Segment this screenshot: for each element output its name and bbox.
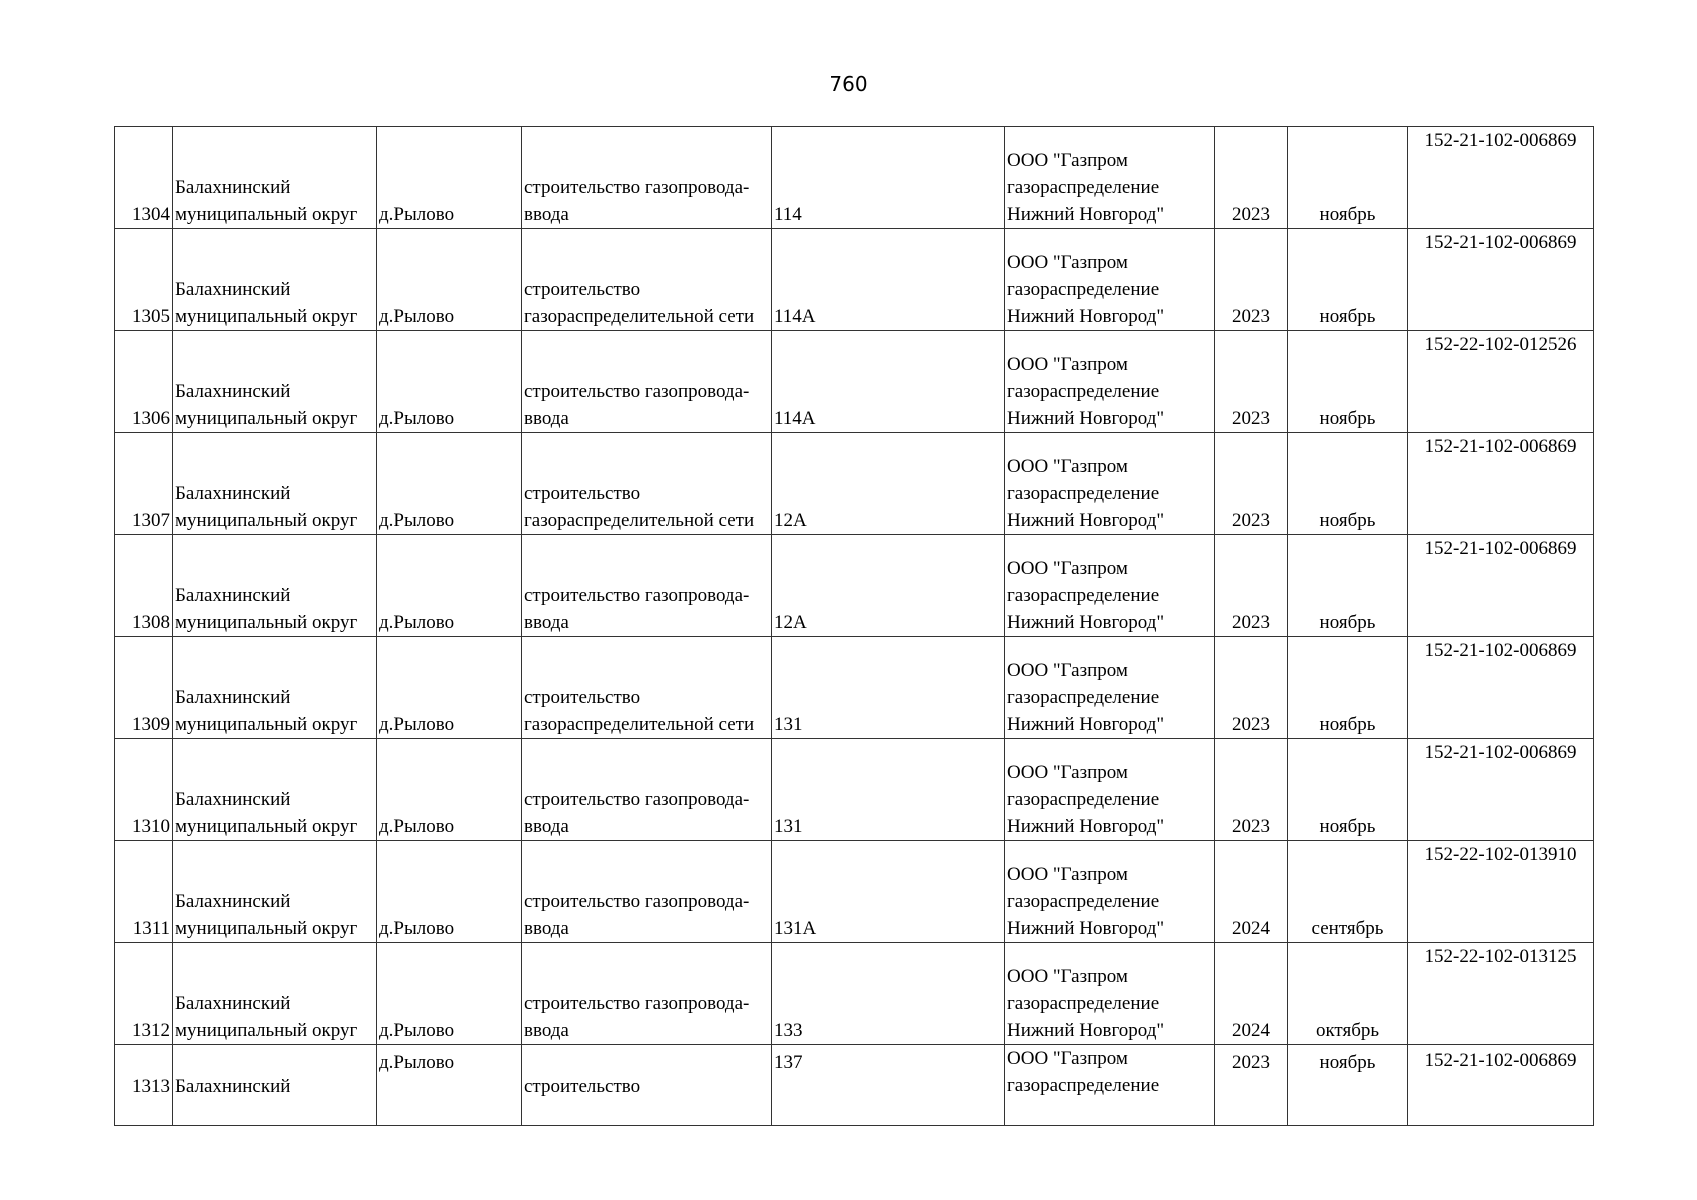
- locality-cell-text: д.Рылово: [379, 918, 455, 939]
- row-number-cell-text: 1304: [132, 204, 170, 225]
- house-number-cell: [772, 841, 1005, 943]
- code-cell: [1408, 637, 1594, 739]
- year-cell: [1215, 331, 1288, 433]
- work-type-cell-text: строительство газопровода-: [524, 177, 750, 198]
- house-number-cell: [772, 637, 1005, 739]
- month-cell-text: октябрь: [1315, 1020, 1380, 1041]
- locality-cell: [377, 229, 522, 331]
- organization-cell: [1005, 841, 1215, 943]
- year-cell-text: 2023: [1232, 714, 1270, 735]
- organization-cell-text: Нижний Новгород": [1007, 714, 1165, 735]
- district-cell-text: муниципальный округ: [175, 204, 358, 225]
- organization-cell: [1005, 331, 1215, 433]
- month-cell: [1288, 331, 1408, 433]
- district-cell-text: Балахнинский: [175, 1076, 291, 1097]
- organization-cell-text: ООО "Газпром: [1007, 762, 1128, 783]
- house-number-cell: [772, 331, 1005, 433]
- organization-cell: [1005, 433, 1215, 535]
- work-type-cell: [522, 229, 772, 331]
- district-cell-text: Балахнинский: [175, 789, 291, 810]
- month-cell-text: ноябрь: [1319, 816, 1376, 837]
- code-cell-text: 152-21-102-006869: [1424, 1050, 1577, 1071]
- year-cell-text: 2023: [1232, 612, 1270, 633]
- house-number-cell-text: 131А: [774, 918, 817, 939]
- code-cell: [1408, 229, 1594, 331]
- organization-cell-text: газораспределение: [1007, 993, 1160, 1014]
- organization-cell-text: ООО "Газпром: [1007, 558, 1128, 579]
- organization-cell-text: ООО "Газпром: [1007, 660, 1128, 681]
- month-cell: [1288, 535, 1408, 637]
- work-type-cell-text: строительство газопровода-: [524, 993, 750, 1014]
- district-cell-text: Балахнинский: [175, 687, 291, 708]
- code-cell: [1408, 331, 1594, 433]
- code-cell-text: 152-22-102-012526: [1424, 334, 1577, 355]
- year-cell-text: 2023: [1232, 306, 1270, 327]
- work-type-cell: [522, 739, 772, 841]
- work-type-cell-text: ввода: [524, 408, 569, 429]
- month-cell-text: ноябрь: [1319, 612, 1376, 633]
- work-type-cell: [522, 637, 772, 739]
- table-row: [115, 331, 1594, 433]
- organization-cell-text: газораспределение: [1007, 687, 1160, 708]
- month-cell: [1288, 841, 1408, 943]
- row-number-cell-text: 1310: [132, 816, 170, 837]
- row-number-cell: [115, 841, 173, 943]
- house-number-cell-text: 133: [774, 1020, 803, 1041]
- district-cell-text: муниципальный округ: [175, 510, 358, 531]
- code-cell-text: 152-21-102-006869: [1424, 538, 1577, 559]
- house-number-cell: [772, 739, 1005, 841]
- district-cell: [173, 1045, 377, 1126]
- organization-cell-text: Нижний Новгород": [1007, 510, 1165, 531]
- table-row: [115, 841, 1594, 943]
- code-cell: [1408, 433, 1594, 535]
- locality-cell: [377, 943, 522, 1045]
- row-number-cell-text: 1313: [132, 1076, 170, 1097]
- locality-cell: [377, 637, 522, 739]
- table-body: [115, 127, 1594, 1126]
- row-number-cell: [115, 433, 173, 535]
- work-type-cell: [522, 535, 772, 637]
- registry-table: [114, 126, 1594, 1126]
- house-number-cell-text: 114А: [774, 408, 816, 429]
- month-cell-text: ноябрь: [1319, 1052, 1376, 1073]
- district-cell-text: Балахнинский: [175, 381, 291, 402]
- district-cell: [173, 229, 377, 331]
- locality-cell-text: д.Рылово: [379, 1052, 455, 1073]
- row-number-cell-text: 1311: [132, 918, 170, 939]
- table-row: [115, 127, 1594, 229]
- work-type-cell-text: строительство газопровода-: [524, 585, 750, 606]
- row-number-cell-text: 1309: [132, 714, 170, 735]
- district-cell: [173, 739, 377, 841]
- organization-cell-text: газораспределение: [1007, 1075, 1160, 1096]
- table-row: [115, 943, 1594, 1045]
- year-cell-text: 2023: [1232, 408, 1270, 429]
- district-cell-text: Балахнинский: [175, 279, 291, 300]
- month-cell: [1288, 943, 1408, 1045]
- table-row: [115, 739, 1594, 841]
- organization-cell-text: ООО "Газпром: [1007, 456, 1128, 477]
- month-cell-text: ноябрь: [1319, 204, 1376, 225]
- work-type-cell-text: строительство газопровода-: [524, 891, 750, 912]
- district-cell: [173, 535, 377, 637]
- month-cell-text: ноябрь: [1319, 510, 1376, 531]
- month-cell: [1288, 1045, 1408, 1126]
- row-number-cell: [115, 739, 173, 841]
- year-cell-text: 2024: [1232, 1020, 1270, 1041]
- house-number-cell: [772, 229, 1005, 331]
- locality-cell-text: д.Рылово: [379, 612, 455, 633]
- code-cell-text: 152-21-102-006869: [1424, 130, 1577, 151]
- work-type-cell: [522, 127, 772, 229]
- code-cell: [1408, 841, 1594, 943]
- year-cell: [1215, 433, 1288, 535]
- code-cell-text: 152-21-102-006869: [1424, 742, 1577, 763]
- organization-cell-text: ООО "Газпром: [1007, 1048, 1128, 1069]
- district-cell-text: муниципальный округ: [175, 714, 358, 735]
- row-number-cell: [115, 331, 173, 433]
- district-cell: [173, 637, 377, 739]
- work-type-cell-text: строительство: [524, 279, 641, 300]
- year-cell: [1215, 739, 1288, 841]
- year-cell: [1215, 535, 1288, 637]
- organization-cell: [1005, 535, 1215, 637]
- code-cell-text: 152-21-102-006869: [1424, 232, 1577, 253]
- month-cell-text: ноябрь: [1319, 408, 1376, 429]
- row-number-cell: [115, 535, 173, 637]
- row-number-cell-text: 1307: [132, 510, 170, 531]
- locality-cell: [377, 433, 522, 535]
- district-cell-text: Балахнинский: [175, 891, 291, 912]
- work-type-cell: [522, 331, 772, 433]
- locality-cell-text: д.Рылово: [379, 816, 455, 837]
- table-row: [115, 1045, 1594, 1126]
- month-cell-text: ноябрь: [1319, 306, 1376, 327]
- work-type-cell: [522, 1045, 772, 1126]
- organization-cell-text: ООО "Газпром: [1007, 354, 1128, 375]
- year-cell-text: 2023: [1232, 1052, 1270, 1073]
- organization-cell: [1005, 127, 1215, 229]
- year-cell: [1215, 943, 1288, 1045]
- row-number-cell-text: 1308: [132, 612, 170, 633]
- code-cell: [1408, 943, 1594, 1045]
- district-cell-text: Балахнинский: [175, 585, 291, 606]
- month-cell: [1288, 739, 1408, 841]
- year-cell-text: 2023: [1232, 510, 1270, 531]
- organization-cell-text: Нижний Новгород": [1007, 408, 1165, 429]
- year-cell: [1215, 127, 1288, 229]
- row-number-cell: [115, 1045, 173, 1126]
- district-cell-text: муниципальный округ: [175, 306, 358, 327]
- row-number-cell: [115, 229, 173, 331]
- organization-cell-text: Нижний Новгород": [1007, 204, 1165, 225]
- house-number-cell-text: 137: [774, 1052, 803, 1073]
- work-type-cell-text: ввода: [524, 612, 569, 633]
- month-cell: [1288, 433, 1408, 535]
- organization-cell-text: газораспределение: [1007, 381, 1160, 402]
- district-cell: [173, 331, 377, 433]
- organization-cell-text: газораспределение: [1007, 891, 1160, 912]
- work-type-cell-text: строительство газопровода-: [524, 789, 750, 810]
- house-number-cell: [772, 535, 1005, 637]
- work-type-cell-text: газораспределительной сети: [524, 306, 755, 327]
- month-cell-text: сентябрь: [1311, 918, 1384, 939]
- code-cell: [1408, 127, 1594, 229]
- code-cell-text: 152-22-102-013910: [1424, 844, 1577, 865]
- house-number-cell-text: 12А: [774, 510, 807, 531]
- district-cell-text: Балахнинский: [175, 483, 291, 504]
- organization-cell: [1005, 943, 1215, 1045]
- code-cell-text: 152-21-102-006869: [1424, 640, 1577, 661]
- organization-cell-text: Нижний Новгород": [1007, 306, 1165, 327]
- month-cell: [1288, 637, 1408, 739]
- code-cell-text: 152-21-102-006869: [1424, 436, 1577, 457]
- organization-cell-text: ООО "Газпром: [1007, 966, 1128, 987]
- organization-cell-text: ООО "Газпром: [1007, 864, 1128, 885]
- organization-cell-text: Нижний Новгород": [1007, 612, 1165, 633]
- year-cell-text: 2024: [1232, 918, 1270, 939]
- work-type-cell-text: газораспределительной сети: [524, 510, 755, 531]
- house-number-cell: [772, 943, 1005, 1045]
- district-cell: [173, 127, 377, 229]
- organization-cell-text: ООО "Газпром: [1007, 150, 1128, 171]
- district-cell: [173, 433, 377, 535]
- house-number-cell-text: 12А: [774, 612, 807, 633]
- organization-cell-text: Нижний Новгород": [1007, 1020, 1165, 1041]
- month-cell: [1288, 127, 1408, 229]
- table-row: [115, 535, 1594, 637]
- row-number-cell-text: 1305: [132, 306, 170, 327]
- month-cell: [1288, 229, 1408, 331]
- work-type-cell-text: ввода: [524, 204, 569, 225]
- house-number-cell: [772, 127, 1005, 229]
- locality-cell-text: д.Рылово: [379, 714, 455, 735]
- work-type-cell-text: газораспределительной сети: [524, 714, 755, 735]
- district-cell-text: Балахнинский: [175, 993, 291, 1014]
- house-number-cell: [772, 433, 1005, 535]
- district-cell-text: муниципальный округ: [175, 408, 358, 429]
- organization-cell: [1005, 739, 1215, 841]
- row-number-cell: [115, 637, 173, 739]
- work-type-cell-text: строительство газопровода-: [524, 381, 750, 402]
- row-number-cell-text: 1306: [132, 408, 170, 429]
- locality-cell: [377, 739, 522, 841]
- work-type-cell-text: ввода: [524, 816, 569, 837]
- code-cell: [1408, 1045, 1594, 1126]
- organization-cell-text: газораспределение: [1007, 789, 1160, 810]
- year-cell: [1215, 841, 1288, 943]
- organization-cell-text: ООО "Газпром: [1007, 252, 1128, 273]
- month-cell-text: ноябрь: [1319, 714, 1376, 735]
- locality-cell-text: д.Рылово: [379, 204, 455, 225]
- organization-cell: [1005, 1045, 1215, 1126]
- locality-cell: [377, 127, 522, 229]
- organization-cell: [1005, 637, 1215, 739]
- year-cell: [1215, 1045, 1288, 1126]
- organization-cell-text: газораспределение: [1007, 585, 1160, 606]
- organization-cell: [1005, 229, 1215, 331]
- locality-cell: [377, 331, 522, 433]
- organization-cell-text: Нижний Новгород": [1007, 918, 1165, 939]
- house-number-cell: [772, 1045, 1005, 1126]
- work-type-cell: [522, 433, 772, 535]
- year-cell-text: 2023: [1232, 816, 1270, 837]
- house-number-cell-text: 114А: [774, 306, 816, 327]
- work-type-cell-text: строительство: [524, 1076, 641, 1097]
- work-type-cell-text: строительство: [524, 483, 641, 504]
- organization-cell-text: газораспределение: [1007, 177, 1160, 198]
- code-cell-text: 152-22-102-013125: [1424, 946, 1577, 967]
- locality-cell-text: д.Рылово: [379, 510, 455, 531]
- row-number-cell: [115, 127, 173, 229]
- district-cell-text: муниципальный округ: [175, 816, 358, 837]
- row-number-cell-text: 1312: [132, 1020, 170, 1041]
- locality-cell-text: д.Рылово: [379, 1020, 455, 1041]
- house-number-cell-text: 114: [774, 204, 802, 225]
- district-cell-text: муниципальный округ: [175, 1020, 358, 1041]
- locality-cell: [377, 535, 522, 637]
- district-cell-text: муниципальный округ: [175, 612, 358, 633]
- work-type-cell: [522, 943, 772, 1045]
- organization-cell-text: газораспределение: [1007, 279, 1160, 300]
- district-cell: [173, 943, 377, 1045]
- house-number-cell-text: 131: [774, 816, 803, 837]
- locality-cell: [377, 841, 522, 943]
- table-row: [115, 637, 1594, 739]
- district-cell-text: Балахнинский: [175, 177, 291, 198]
- code-cell: [1408, 535, 1594, 637]
- code-cell: [1408, 739, 1594, 841]
- house-number-cell-text: 131: [774, 714, 803, 735]
- year-cell: [1215, 229, 1288, 331]
- work-type-cell-text: строительство: [524, 687, 641, 708]
- locality-cell: [377, 1045, 522, 1126]
- organization-cell-text: Нижний Новгород": [1007, 816, 1165, 837]
- district-cell: [173, 841, 377, 943]
- work-type-cell-text: ввода: [524, 918, 569, 939]
- table-row: [115, 433, 1594, 535]
- district-cell-text: муниципальный округ: [175, 918, 358, 939]
- locality-cell-text: д.Рылово: [379, 306, 455, 327]
- year-cell: [1215, 637, 1288, 739]
- year-cell-text: 2023: [1232, 204, 1270, 225]
- table-row: [115, 229, 1594, 331]
- row-number-cell: [115, 943, 173, 1045]
- organization-cell-text: газораспределение: [1007, 483, 1160, 504]
- work-type-cell-text: ввода: [524, 1020, 569, 1041]
- work-type-cell: [522, 841, 772, 943]
- page-number: 760: [829, 72, 868, 96]
- locality-cell-text: д.Рылово: [379, 408, 455, 429]
